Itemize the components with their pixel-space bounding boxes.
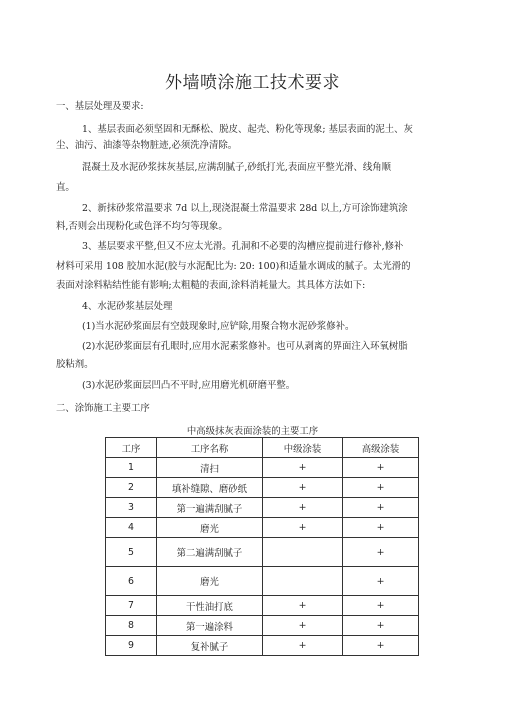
header-step: 工序 <box>106 438 157 458</box>
cell-step: 1 <box>106 458 157 478</box>
cell-medium: + <box>263 458 343 478</box>
cell-medium: + <box>263 518 343 538</box>
cell-high: + <box>343 636 419 656</box>
table-row <box>106 596 419 616</box>
table-row <box>106 518 419 538</box>
table-row <box>106 478 419 498</box>
table-row <box>106 458 419 478</box>
cell-high: + <box>343 596 419 616</box>
paragraph-line: (1)当水泥砂浆面层有空鼓现象时,应铲除,用聚合物水泥砂浆修补。 <box>82 321 355 332</box>
cell-step: 6 <box>106 567 157 596</box>
paragraph-line: 混凝土及水泥砂浆抹灰基层,应满刮腻子,砂纸打光,表面应平整光滑、线角顺 <box>82 162 391 173</box>
cell-step: 3 <box>106 498 157 518</box>
header-high-coating: 高级涂装 <box>343 438 419 458</box>
header-step-name: 工序名称 <box>157 438 263 458</box>
section-heading-2: 二、涂饰施工主要工序 <box>56 403 150 414</box>
table-row <box>106 636 419 656</box>
cell-high: + <box>343 478 419 498</box>
table-row <box>106 567 419 596</box>
cell-medium <box>263 538 343 567</box>
cell-name: 第一遍满刮腻子 <box>157 498 263 518</box>
cell-step: 4 <box>106 518 157 538</box>
cell-name: 干性油打底 <box>157 596 263 616</box>
paragraph-line: 2、新抹砂浆常温要求 7d 以上,现浇混凝土常温要求 28d 以上,方可涂饰建筑涂 <box>82 203 408 214</box>
cell-high: + <box>343 518 419 538</box>
cell-name: 清扫 <box>157 458 263 478</box>
paragraph-line: 表面对涂料粘结性能有影响;太粗糙的表面,涂料消耗量大。其具体方法如下: <box>56 280 366 291</box>
table-row <box>106 616 419 636</box>
paragraph-line: 1、基层表面必须坚固和无酥松、脱皮、起壳、粉化等现象; 基层表面的泥土、灰 <box>82 124 413 135</box>
paragraph-line: (3)水泥砂浆面层凹凸不平时,应用磨光机研磨平整。 <box>82 380 296 391</box>
cell-medium: + <box>263 498 343 518</box>
cell-name: 磨光 <box>157 567 263 596</box>
table-caption: 中高级抹灰表面涂装的主要工序 <box>186 426 319 437</box>
cell-high: + <box>343 616 419 636</box>
paragraph-line: 4、水泥砂浆基层处理 <box>82 301 173 312</box>
paragraph-line: 材料可采用 108 胶加水泥(胶与水泥配比为: 20: 100)和适量水调成的腻子。太光滑的 <box>56 261 411 272</box>
cell-high: + <box>343 458 419 478</box>
cell-high: + <box>343 498 419 518</box>
cell-name: 第二遍满刮腻子 <box>157 538 263 567</box>
cell-high: + <box>343 567 419 596</box>
process-table <box>105 437 419 656</box>
section-heading-1: 一、基层处理及要求: <box>56 101 144 112</box>
cell-medium: + <box>263 636 343 656</box>
cell-name: 复补腻子 <box>157 636 263 656</box>
cell-step: 5 <box>106 538 157 567</box>
table-row <box>106 538 419 567</box>
paragraph-line: 直。 <box>56 182 75 193</box>
document-title: 外墙喷涂施工技术要求 <box>165 73 340 93</box>
cell-medium: + <box>263 616 343 636</box>
cell-name: 第一遍涂料 <box>157 616 263 636</box>
cell-step: 2 <box>106 478 157 498</box>
paragraph-line: 3、基层要求平整,但又不应太光滑。孔洞和不必要的沟槽应提前进行修补,修补 <box>82 241 404 252</box>
cell-name: 填补缝隙、磨砂纸 <box>157 478 263 498</box>
cell-high: + <box>343 538 419 567</box>
paragraph-line: 尘、油污、油漆等杂物脏迹,必须洗净清除。 <box>56 140 238 151</box>
cell-step: 8 <box>106 616 157 636</box>
cell-medium <box>263 567 343 596</box>
cell-medium: + <box>263 596 343 616</box>
cell-name: 磨光 <box>157 518 263 538</box>
table-header-row <box>106 438 419 458</box>
paragraph-line: 料,否则会出现粉化或色泽不均匀等现象。 <box>56 221 228 232</box>
header-medium-coating: 中级涂装 <box>263 438 343 458</box>
paragraph-line: (2)水泥砂浆面层有孔眼时,应用水泥素浆修补。也可从剥离的界面注入环氧树脂 <box>82 341 408 352</box>
cell-medium: + <box>263 478 343 498</box>
table-row <box>106 498 419 518</box>
cell-step: 7 <box>106 596 157 616</box>
paragraph-line: 胶粘剂。 <box>56 359 94 370</box>
cell-step: 9 <box>106 636 157 656</box>
